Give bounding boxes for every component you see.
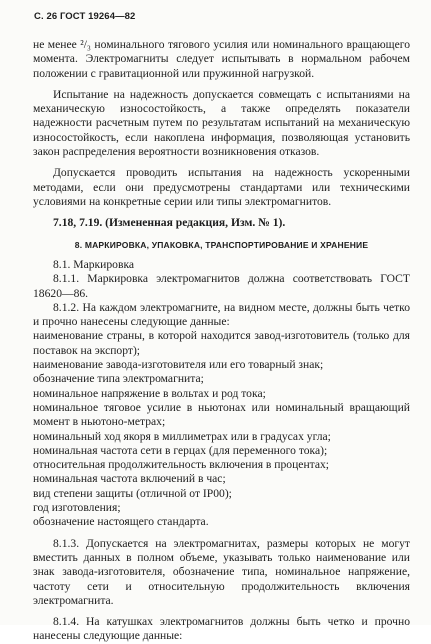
list-item: наименование страны, в которой находится завод-изготовитель (только для поставок на экспорт); xyxy=(33,329,410,357)
page-header: С. 26 ГОСТ 19264—82 xyxy=(34,11,136,22)
section-title: 8. МАРКИРОВКА, УПАКОВКА, ТРАНСПОРТИРОВАНИЕ И ХРАНЕНИЕ xyxy=(74,240,369,250)
paragraph-continuation: не менее ²/₃ номинального тягового усилия или номинального вращающего момента. Электромагниты следует испытывать в нормальном рабочем положении с гравитационной или пружинной нагрузкой. xyxy=(33,38,410,80)
list-item: номинальное тяговое усилие в ньютонах или номинальный вращающий момент в ньютоно-метрах; xyxy=(33,400,410,429)
subsection-8-1-4: 8.1.4. На катушках электромагнитов должны быть четко и прочно нанесены следующие данные: xyxy=(33,615,410,643)
list-item: относительная продолжительность включения в процентах; xyxy=(33,458,330,472)
list-item: обозначение настоящего стандарта. xyxy=(33,515,209,529)
list-item: вид степени защиты (отличной от IP00); xyxy=(33,486,232,500)
list-item: номинальная частота сети в герцах (для переменного тока); xyxy=(33,443,328,457)
paragraph-amendment: 7.18, 7.19. (Измененная редакция, Изм. № 1). xyxy=(53,216,286,230)
list-item: номинальная частота включений в час; xyxy=(33,472,226,486)
body-block-top xyxy=(33,38,410,231)
list-item: обозначение типа электромагнита; xyxy=(33,372,204,386)
list-item: наименование завода-изготовителя или его товарный знак; xyxy=(33,358,324,372)
subsection-8-1-3: 8.1.3. Допускается на электромагнитах, размеры которых не могут вместить данных в полном объеме, указывать только наименование или знак завода-изготовителя, обозначение типа, номинальное напряжение, частоту сети и относительную продолжительность включения электромагнита. xyxy=(33,536,410,607)
subsection-8-1-text: 8.1. Маркировка xyxy=(53,258,135,271)
paragraph-reliability: Испытание на надежность допускается совмещать с испытаниями на механическую износостойкость, а также определять показатели надежности расчетным путем по результатам испытаний на механическую износостойкость, если накоплена информация, позволяющая установить закон распределения вероятности возникновения отказов. xyxy=(33,87,410,159)
list-item: номинальный ход якоря в миллиметрах или в градусах угла; xyxy=(33,429,331,443)
paragraph-accelerated: Допускается проводить испытания на надежность ускоренными методами, если они предусмотрены стандартами или техническими условиями на конкретные серии или типы электромагнитов. xyxy=(33,166,410,208)
subsection-8-1 xyxy=(33,258,410,272)
list-item: год изготовления; xyxy=(33,501,121,515)
body-block-section8 xyxy=(33,258,410,644)
subsection-8-1-1: 8.1.1. Маркировка электромагнитов должна соответствовать ГОСТ 18620—86. xyxy=(33,272,410,300)
subsection-8-1-2: 8.1.2. На каждом электромагните, на видном месте, должны быть четко и прочно нанесены следующие данные: xyxy=(33,300,410,329)
list-item: номинальное напряжение в вольтах и род тока; xyxy=(33,386,266,400)
